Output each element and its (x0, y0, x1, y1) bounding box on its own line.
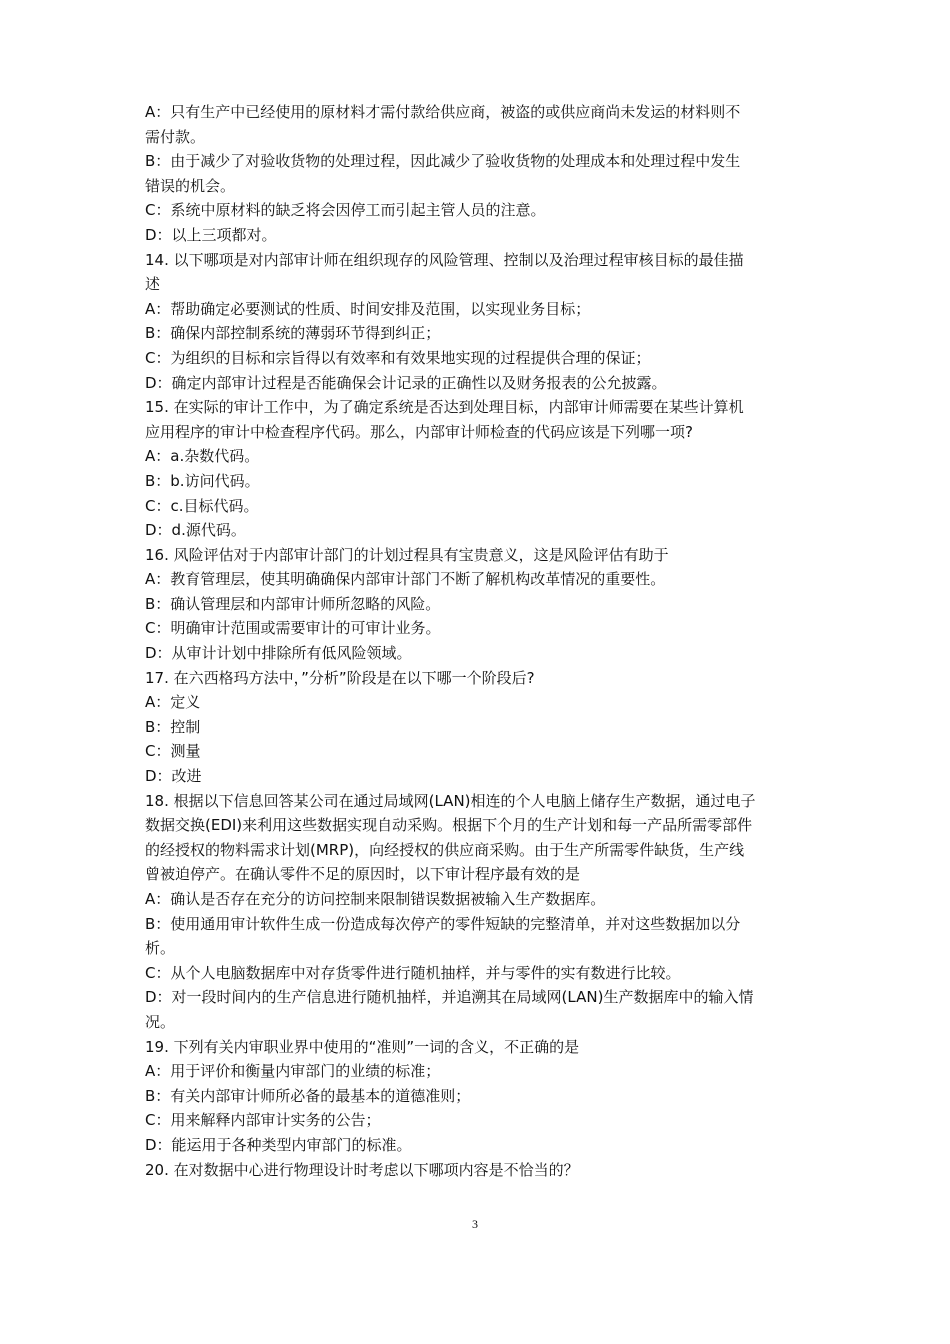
text-line: D：以上三项都对。 (145, 225, 277, 244)
text-line: B：由于减少了对验收货物的处理过程，因此减少了验收货物的处理成本和处理过程中发生 (145, 152, 741, 171)
text-line: C：为组织的目标和宗旨得以有效率和有效果地实现的过程提供合理的保证； (145, 348, 651, 367)
text-line: 错误的机会。 (145, 176, 236, 195)
page-number: 3 (472, 1217, 478, 1231)
text-line: 况。 (145, 1012, 176, 1031)
text-line: D：确定内部审计过程是否能确保会计记录的正确性以及财务报表的公允披露。 (145, 373, 667, 392)
text-line: C：c.目标代码。 (145, 496, 259, 515)
text-line: A：确认是否存在充分的访问控制来限制错误数据被输入生产数据库。 (145, 890, 606, 908)
text-line: C：明确审计范围或需要审计的可审计业务。 (145, 619, 441, 638)
page-body (145, 100, 815, 1182)
text-line: 述 (145, 275, 161, 294)
text-line: B：使用通用审计软件生成一份造成每次停产的零件短缺的完整清单，并对这些数据加以分 (145, 914, 741, 933)
text-line: C：系统中原材料的缺乏将会因停工而引起主管人员的注意。 (145, 201, 546, 220)
text-line: 15. 在实际的审计工作中，为了确定系统是否达到处理目标，内部审计师需要在某些计算机 (145, 398, 744, 417)
text-line: D：d.源代码。 (145, 521, 246, 540)
text-line: C：从个人电脑数据库中对存货零件进行随机抽样，并与零件的实有数进行比较。 (145, 963, 681, 982)
text-line: A：帮助确定必要测试的性质、时间安排及范围，以实现业务目标； (145, 299, 591, 318)
text-line: D：改进 (145, 767, 202, 786)
text-line: C：用来解释内部审计实务的公告； (145, 1111, 381, 1130)
text-line: A：用于评价和衡量内审部门的业绩的标准； (145, 1062, 441, 1081)
text-line: 17. 在六西格玛方法中，”分析”阶段是在以下哪一个阶段后? (145, 668, 535, 687)
text-line: 19. 下列有关内审职业界中使用的“准则”一词的含义，不正确的是 (145, 1037, 580, 1056)
text-line: 的经授权的物料需求计划(MRP)，向经授权的供应商采购。由于生产所需零件缺货，生产线 (145, 840, 745, 859)
text-line: B：有关内部审计师所必备的最基本的道德准则； (145, 1086, 471, 1105)
text-line: C：测量 (145, 742, 201, 761)
text-line: B：确保内部控制系统的薄弱环节得到纠正； (145, 324, 441, 343)
text-line: 16. 风险评估对于内部审计部门的计划过程具有宝贵意义，这是风险评估有助于 (145, 545, 669, 564)
text-line: A：教育管理层，使其明确确保内部审计部门不断了解机构改革情况的重要性。 (145, 570, 666, 589)
text-line: D：能运用于各种类型内审部门的标准。 (145, 1135, 412, 1154)
text-line: 14. 以下哪项是对内部审计师在组织现存的风险管理、控制以及治理过程审核目标的最佳描 (145, 250, 744, 269)
text-line: B：b.访问代码。 (145, 471, 260, 490)
text-line: B：确认管理层和内部审计师所忽略的风险。 (145, 594, 441, 613)
text-line: 18. 根据以下信息回答某公司在通过局域网(LAN)相连的个人电脑上储存生产数据，通过电子 (145, 791, 756, 810)
text-line: D：对一段时间内的生产信息进行随机抽样，并追溯其在局域网(LAN)生产数据库中的输入情 (145, 988, 754, 1007)
text-line: 应用程序的审计中检查程序代码。那么，内部审计师检查的代码应该是下列哪一项? (145, 422, 693, 441)
text-line: 需付款。 (145, 127, 206, 146)
text-line: A：定义 (145, 693, 201, 712)
text-line: 析。 (145, 939, 176, 958)
text-line: 曾被迫停产。在确认零件不足的原因时，以下审计程序最有效的是 (145, 865, 581, 884)
text-line: 20. 在对数据中心进行物理设计时考虑以下哪项内容是不恰当的？ (145, 1160, 579, 1179)
text-line: A：a.杂数代码。 (145, 447, 260, 466)
text-line: B：控制 (145, 717, 201, 736)
text-line: 数据交换(EDI)来利用这些数据实现自动采购。根据下个月的生产计划和每一产品所需零部件 (145, 816, 753, 835)
text-line: D：从审计计划中排除所有低风险领域。 (145, 644, 412, 663)
text-line: A：只有生产中已经使用的原材料才需付款给供应商，被盗的或供应商尚未发运的材料则不 (145, 103, 741, 121)
